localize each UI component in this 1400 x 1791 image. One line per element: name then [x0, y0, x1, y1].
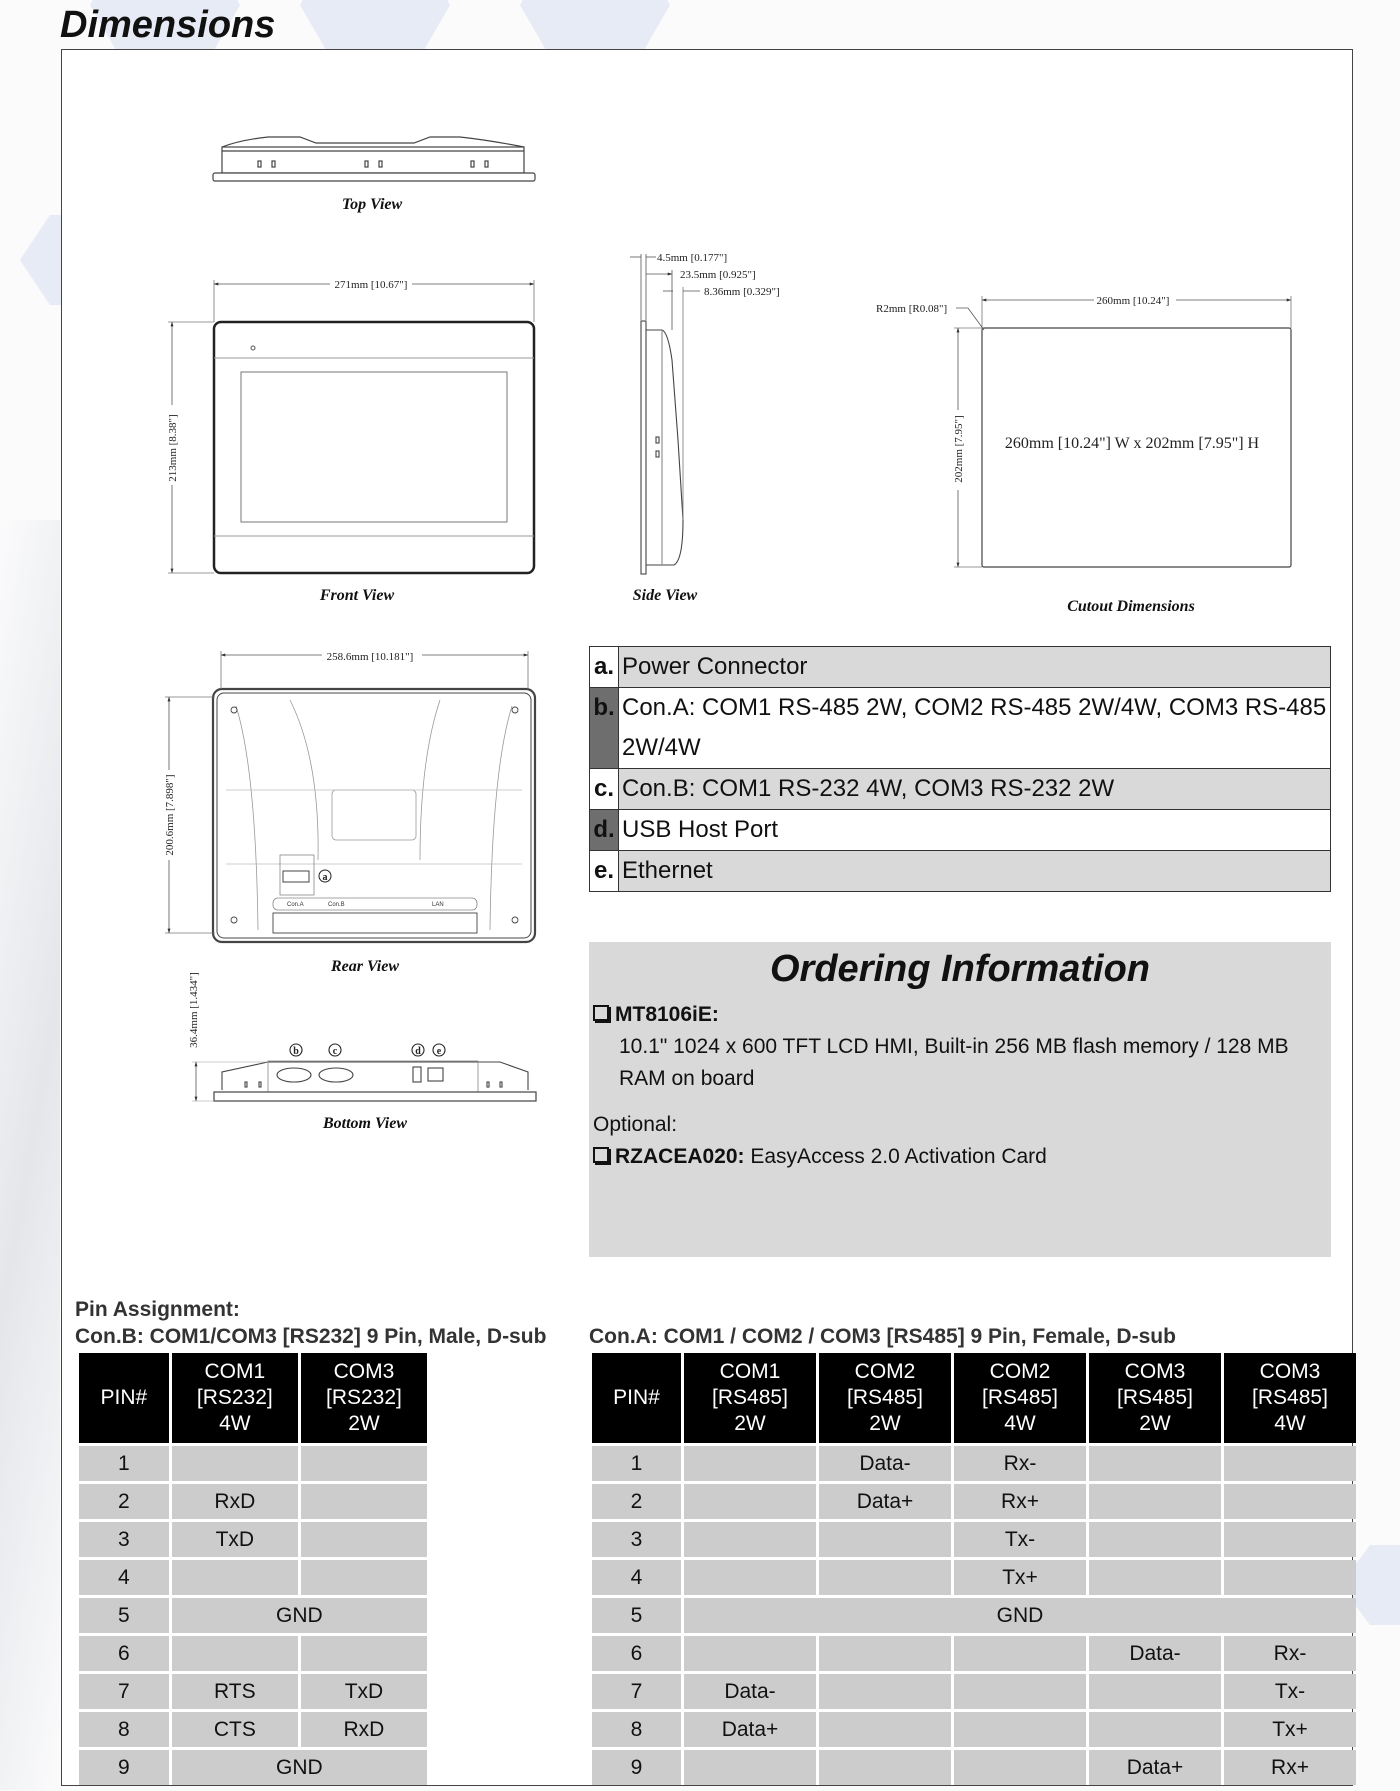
model-description: 10.1" 1024 x 600 TFT LCD HMI, Built-in 256 MB flash memory / 128 MB RAM on board: [619, 1035, 1289, 1090]
pin-number: 1: [592, 1446, 681, 1481]
legend-row: [590, 769, 1331, 810]
rear-port-label-con-a: Con.A: [287, 902, 304, 908]
pin-signal: [819, 1750, 951, 1785]
pin-number: 2: [592, 1484, 681, 1519]
legend-key: b.: [590, 688, 619, 769]
bottom-marker-b: b: [293, 1046, 299, 1057]
pin-signal: RxD: [172, 1484, 298, 1519]
pin-signal: Data+: [819, 1484, 951, 1519]
pin-signal: [819, 1636, 951, 1671]
pin-signal: [684, 1636, 816, 1671]
pin-signal: [301, 1484, 427, 1519]
pin-signal: Rx+: [954, 1484, 1086, 1519]
pin-signal: Rx-: [1224, 1636, 1356, 1671]
cutout-size-text: 260mm [10.24"] W x 202mm [7.95"] H: [1004, 435, 1260, 452]
pin-number: 9: [592, 1750, 681, 1785]
legend-row: [590, 851, 1331, 892]
pin-signal: [1089, 1484, 1221, 1519]
pin-table-row: [79, 1522, 427, 1557]
pin-signal: [1224, 1560, 1356, 1595]
pin-signal: [1089, 1446, 1221, 1481]
checkbox-icon: [593, 1005, 609, 1021]
con-a-title: Con.A: COM1 / COM2 / COM3 [RS485] 9 Pin, Female, D-sub: [589, 1325, 1176, 1348]
pin-signal: [684, 1522, 816, 1557]
pin-table-row: [592, 1712, 1356, 1747]
front-view-caption: Front View: [319, 587, 395, 604]
con-a-pin-table: [589, 1350, 1359, 1788]
pin-signal: Tx-: [1224, 1674, 1356, 1709]
pin-table-row: [79, 1712, 427, 1747]
cutout-drawing: [954, 296, 1291, 567]
pin-number: 1: [79, 1446, 169, 1481]
pin-table-row: [592, 1674, 1356, 1709]
legend-text: Con.B: COM1 RS-232 4W, COM3 RS-232 2W: [619, 769, 1331, 810]
legend-row: [590, 810, 1331, 851]
pin-table-header: COM3 [RS232] 2W: [301, 1353, 427, 1443]
cutout-radius-label: R2mm [R0.08"]: [876, 303, 948, 315]
pin-signal: RxD: [301, 1712, 427, 1747]
bottom-marker-e: e: [436, 1046, 442, 1057]
rear-height-label: 200.6mm [7.898"]: [164, 774, 176, 856]
pin-signal: Tx+: [954, 1560, 1086, 1595]
pin-table-row: [592, 1560, 1356, 1595]
front-height-label: 213mm [8.38"]: [167, 414, 179, 482]
pin-number: 3: [592, 1522, 681, 1557]
pin-table-header: PIN#: [79, 1353, 169, 1443]
pin-signal: [1224, 1522, 1356, 1557]
pin-table-header: PIN#: [592, 1353, 681, 1443]
legend-key: d.: [590, 810, 619, 851]
pin-signal: [1089, 1712, 1221, 1747]
rear-marker-a: a: [322, 872, 328, 883]
pin-table-header: COM3 [RS485] 4W: [1224, 1353, 1356, 1443]
bottom-marker-c: c: [332, 1046, 338, 1057]
legend-key: c.: [590, 769, 619, 810]
pin-signal: [172, 1636, 298, 1671]
option-description: EasyAccess 2.0 Activation Card: [750, 1145, 1047, 1168]
pin-signal: [301, 1522, 427, 1557]
connector-legend-table: [589, 646, 1331, 892]
legend-key: e.: [590, 851, 619, 892]
ordering-option-item: [593, 1141, 1327, 1173]
option-code: RZACEA020:: [615, 1145, 745, 1168]
top-view-drawing: [213, 137, 535, 181]
pin-signal: GND: [172, 1598, 427, 1633]
pin-table-row: [79, 1560, 427, 1595]
pin-table-row: [592, 1598, 1356, 1633]
pin-signal: Data-: [684, 1674, 816, 1709]
pin-table-row: [592, 1636, 1356, 1671]
pin-table-header-row: [79, 1353, 427, 1443]
pin-signal: Rx+: [1224, 1750, 1356, 1785]
pin-number: 4: [592, 1560, 681, 1595]
pin-signal: [954, 1712, 1086, 1747]
pin-number: 9: [79, 1750, 169, 1785]
pin-table-row: [79, 1750, 427, 1785]
model-code: MT8106iE:: [615, 1003, 719, 1026]
pin-signal: [1089, 1522, 1221, 1557]
ordering-title: Ordering Information: [770, 948, 1150, 990]
pin-signal: Data+: [684, 1712, 816, 1747]
pin-signal: GND: [172, 1750, 427, 1785]
optional-label: Optional:: [593, 1113, 678, 1136]
pin-number: 8: [592, 1712, 681, 1747]
rear-view-drawing: [165, 651, 535, 942]
ordering-info-panel: [589, 942, 1331, 1257]
pin-signal: Data-: [1089, 1636, 1221, 1671]
legend-row: [590, 647, 1331, 688]
side-dim-depth-bezel: 4.5mm [0.177"]: [657, 252, 728, 264]
side-dim-depth-total: 23.5mm [0.925"]: [680, 269, 756, 281]
pin-number: 6: [592, 1636, 681, 1671]
pin-table-row: [592, 1522, 1356, 1557]
pin-signal: [1089, 1674, 1221, 1709]
pin-number: 7: [592, 1674, 681, 1709]
pin-number: 3: [79, 1522, 169, 1557]
legend-text: Power Connector: [619, 647, 1331, 688]
bottom-view-caption: Bottom View: [322, 1115, 408, 1132]
ordering-model-item: [593, 999, 1327, 1031]
pin-signal: [954, 1750, 1086, 1785]
rear-port-label-lan: LAN: [432, 902, 444, 908]
legend-text: Con.A: COM1 RS-485 2W, COM2 RS-485 2W/4W, COM3 RS-485 2W/4W: [619, 688, 1331, 769]
pin-signal: [301, 1560, 427, 1595]
pin-signal: [301, 1636, 427, 1671]
pin-signal: TxD: [172, 1522, 298, 1557]
pin-signal: [819, 1712, 951, 1747]
pin-table-header: COM2 [RS485] 4W: [954, 1353, 1086, 1443]
bottom-view-drawing: [192, 1044, 536, 1101]
pin-signal: Data-: [819, 1446, 951, 1481]
pin-signal: [172, 1446, 298, 1481]
pin-number: 2: [79, 1484, 169, 1519]
con-b-title: Con.B: COM1/COM3 [RS232] 9 Pin, Male, D-sub: [75, 1325, 547, 1348]
cutout-width-label: 260mm [10.24"]: [1096, 295, 1170, 307]
side-view-caption: Side View: [632, 587, 698, 604]
cutout-height-label: 202mm [7.95"]: [953, 415, 965, 483]
pin-signal: [684, 1446, 816, 1481]
cutout-caption: Cutout Dimensions: [1067, 598, 1195, 615]
pin-signal: [1224, 1446, 1356, 1481]
pin-signal: Rx-: [954, 1446, 1086, 1481]
legend-text: Ethernet: [619, 851, 1331, 892]
pin-number: 5: [79, 1598, 169, 1633]
pin-signal: [684, 1560, 816, 1595]
pin-signal: CTS: [172, 1712, 298, 1747]
pin-table-row: [79, 1484, 427, 1519]
checkbox-icon: [593, 1147, 609, 1163]
pin-signal: RTS: [172, 1674, 298, 1709]
pin-table-header: COM1 [RS232] 4W: [172, 1353, 298, 1443]
pin-signal: [819, 1674, 951, 1709]
pin-signal: [684, 1750, 816, 1785]
pin-table-header: COM3 [RS485] 2W: [1089, 1353, 1221, 1443]
pin-signal: [1089, 1560, 1221, 1595]
rear-port-label-con-b: Con.B: [328, 902, 345, 908]
pin-number: 7: [79, 1674, 169, 1709]
con-b-pin-table: [76, 1350, 430, 1788]
bottom-depth-label: 36.4mm [1.434"]: [188, 972, 200, 1048]
pin-signal: [819, 1522, 951, 1557]
pin-table-row: [592, 1484, 1356, 1519]
pin-signal: Data+: [1089, 1750, 1221, 1785]
side-view-drawing: [630, 254, 700, 574]
pin-signal: [172, 1560, 298, 1595]
pin-table-header: COM2 [RS485] 2W: [819, 1353, 951, 1443]
legend-row: [590, 688, 1331, 769]
pin-number: 6: [79, 1636, 169, 1671]
pin-table-header: COM1 [RS485] 2W: [684, 1353, 816, 1443]
top-view-caption: Top View: [341, 196, 403, 213]
pin-table-row: [79, 1598, 427, 1633]
pin-signal: [301, 1446, 427, 1481]
pin-signal: [1224, 1484, 1356, 1519]
side-dim-depth-rear: 8.36mm [0.329"]: [704, 286, 780, 298]
pin-signal: Tx-: [954, 1522, 1086, 1557]
pin-signal: Tx+: [1224, 1712, 1356, 1747]
pin-number: 8: [79, 1712, 169, 1747]
pin-number: 5: [592, 1598, 681, 1633]
legend-text: USB Host Port: [619, 810, 1331, 851]
pin-table-row: [592, 1750, 1356, 1785]
front-view-drawing: [168, 280, 534, 573]
pin-table-row: [79, 1674, 427, 1709]
pin-signal: GND: [684, 1598, 1356, 1633]
rear-width-label: 258.6mm [10.181"]: [326, 651, 414, 663]
page-title: Dimensions: [60, 4, 276, 46]
legend-key: a.: [590, 647, 619, 688]
pin-table-header-row: [592, 1353, 1356, 1443]
pin-signal: [684, 1484, 816, 1519]
pin-table-row: [592, 1446, 1356, 1481]
pin-table-row: [79, 1446, 427, 1481]
pin-table-row: [79, 1636, 427, 1671]
pin-number: 4: [79, 1560, 169, 1595]
pin-signal: TxD: [301, 1674, 427, 1709]
front-width-label: 271mm [10.67"]: [334, 279, 408, 291]
rear-view-caption: Rear View: [330, 958, 400, 975]
pin-signal: [954, 1674, 1086, 1709]
bottom-marker-d: d: [415, 1046, 421, 1057]
pin-signal: [954, 1636, 1086, 1671]
pin-assignment-heading: Pin Assignment:: [75, 1298, 240, 1321]
pin-signal: [819, 1560, 951, 1595]
